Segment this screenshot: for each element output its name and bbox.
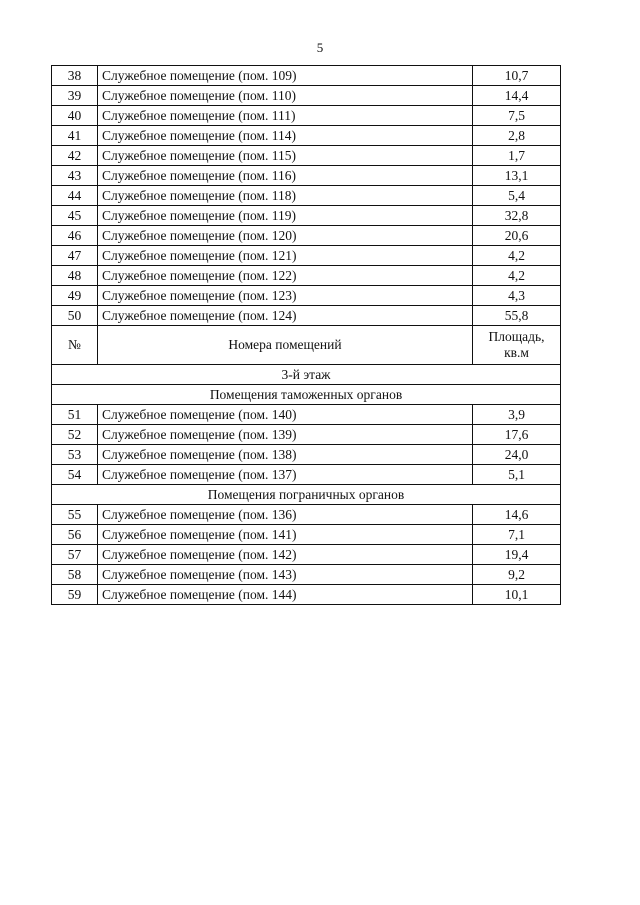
cell-area: 14,4: [473, 86, 561, 106]
cell-num: 40: [52, 106, 98, 126]
table-row: [52, 246, 561, 266]
cell-num: 57: [52, 545, 98, 565]
cell-area: 4,2: [473, 246, 561, 266]
cell-area: 17,6: [473, 425, 561, 445]
cell-name: Служебное помещение (пом. 144): [98, 585, 473, 605]
section-border-title: Помещения пограничных органов: [52, 485, 561, 505]
cell-name: Служебное помещение (пом. 109): [98, 66, 473, 86]
table-row: [52, 545, 561, 565]
rooms-table: [51, 65, 561, 605]
cell-name: Служебное помещение (пом. 142): [98, 545, 473, 565]
table-header-row: [52, 326, 561, 365]
cell-num: 52: [52, 425, 98, 445]
cell-num: 38: [52, 66, 98, 86]
rows-border: [52, 505, 561, 605]
table-row: [52, 266, 561, 286]
cell-area: 10,7: [473, 66, 561, 86]
cell-num: 43: [52, 166, 98, 186]
table-row: [52, 206, 561, 226]
section-border-group: [52, 485, 561, 505]
table-row: [52, 505, 561, 525]
table-row: [52, 66, 561, 86]
cell-num: 45: [52, 206, 98, 226]
section-customs-title: Помещения таможенных органов: [52, 385, 561, 405]
table-row: [52, 106, 561, 126]
cell-name: Служебное помещение (пом. 122): [98, 266, 473, 286]
cell-area: 55,8: [473, 306, 561, 326]
cell-name: Служебное помещение (пом. 119): [98, 206, 473, 226]
cell-num: 55: [52, 505, 98, 525]
cell-name: Служебное помещение (пом. 124): [98, 306, 473, 326]
table-row: [52, 465, 561, 485]
cell-name: Служебное помещение (пом. 137): [98, 465, 473, 485]
table-row: [52, 126, 561, 146]
cell-area: 5,4: [473, 186, 561, 206]
cell-area: 2,8: [473, 126, 561, 146]
cell-name: Служебное помещение (пом. 118): [98, 186, 473, 206]
cell-area: 5,1: [473, 465, 561, 485]
cell-num: 42: [52, 146, 98, 166]
cell-name: Служебное помещение (пом. 138): [98, 445, 473, 465]
floor-title-row: [52, 365, 561, 385]
cell-num: 41: [52, 126, 98, 146]
rows-customs: [52, 405, 561, 485]
cell-name: Служебное помещение (пом. 111): [98, 106, 473, 126]
cell-num: 47: [52, 246, 98, 266]
cell-name: Служебное помещение (пом. 141): [98, 525, 473, 545]
cell-area: 24,0: [473, 445, 561, 465]
cell-area: 7,1: [473, 525, 561, 545]
cell-num: 56: [52, 525, 98, 545]
cell-area: 3,9: [473, 405, 561, 425]
cell-num: 53: [52, 445, 98, 465]
table-row: [52, 306, 561, 326]
rows-top: [52, 66, 561, 326]
cell-area: 20,6: [473, 226, 561, 246]
cell-area: 19,4: [473, 545, 561, 565]
cell-name: Служебное помещение (пом. 136): [98, 505, 473, 525]
section-border-title-row: [52, 485, 561, 505]
table-row: [52, 525, 561, 545]
cell-area: 32,8: [473, 206, 561, 226]
table-row: [52, 166, 561, 186]
cell-area: 14,6: [473, 505, 561, 525]
cell-area: 9,2: [473, 565, 561, 585]
cell-area: 4,3: [473, 286, 561, 306]
table-header-group: [52, 326, 561, 405]
header-name: Номера помещений: [98, 326, 473, 365]
page-number: 5: [316, 40, 324, 55]
table-row: [52, 425, 561, 445]
cell-num: 50: [52, 306, 98, 326]
table-row: [52, 86, 561, 106]
cell-area: 13,1: [473, 166, 561, 186]
cell-name: Служебное помещение (пом. 123): [98, 286, 473, 306]
cell-name: Служебное помещение (пом. 110): [98, 86, 473, 106]
cell-num: 46: [52, 226, 98, 246]
table-row: [52, 146, 561, 166]
cell-num: 58: [52, 565, 98, 585]
cell-name: Служебное помещение (пом. 115): [98, 146, 473, 166]
table-row: [52, 405, 561, 425]
table-row: [52, 445, 561, 465]
floor-title: 3-й этаж: [52, 365, 561, 385]
cell-area: 4,2: [473, 266, 561, 286]
table-row: [52, 565, 561, 585]
cell-name: Служебное помещение (пом. 120): [98, 226, 473, 246]
header-num: №: [52, 326, 98, 365]
table-row: [52, 585, 561, 605]
cell-name: Служебное помещение (пом. 143): [98, 565, 473, 585]
cell-num: 59: [52, 585, 98, 605]
cell-name: Служебное помещение (пом. 140): [98, 405, 473, 425]
header-area: Площадь, кв.м: [473, 326, 561, 365]
section-customs-title-row: [52, 385, 561, 405]
cell-num: 54: [52, 465, 98, 485]
cell-name: Служебное помещение (пом. 139): [98, 425, 473, 445]
table-row: [52, 286, 561, 306]
cell-name: Служебное помещение (пом. 114): [98, 126, 473, 146]
cell-area: 7,5: [473, 106, 561, 126]
cell-num: 51: [52, 405, 98, 425]
table-row: [52, 186, 561, 206]
cell-name: Служебное помещение (пом. 116): [98, 166, 473, 186]
cell-num: 49: [52, 286, 98, 306]
cell-num: 44: [52, 186, 98, 206]
cell-area: 1,7: [473, 146, 561, 166]
cell-num: 39: [52, 86, 98, 106]
cell-num: 48: [52, 266, 98, 286]
table-row: [52, 226, 561, 246]
cell-name: Служебное помещение (пом. 121): [98, 246, 473, 266]
cell-area: 10,1: [473, 585, 561, 605]
